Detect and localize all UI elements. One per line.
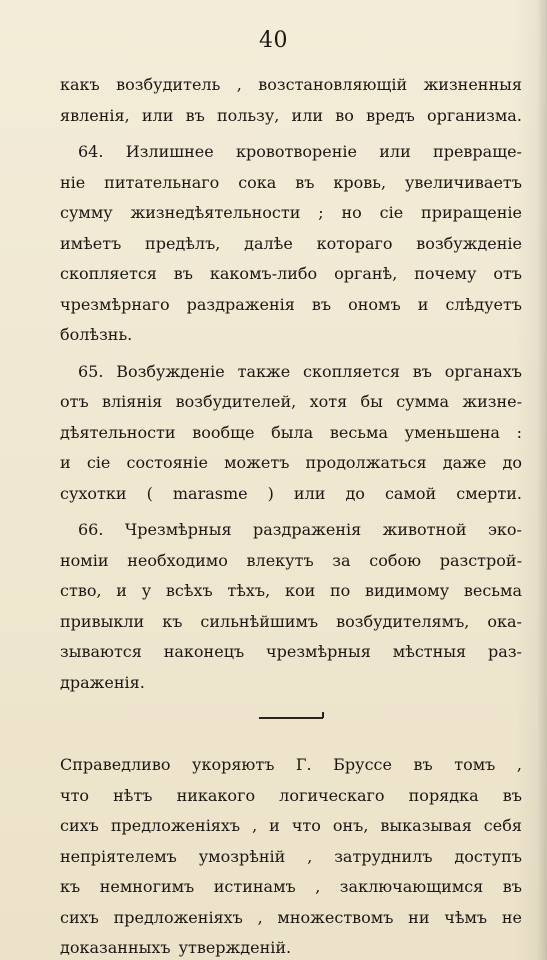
word: жизне- bbox=[462, 392, 522, 411]
page-text bbox=[60, 70, 522, 960]
word: у bbox=[141, 581, 152, 600]
text-line bbox=[60, 387, 522, 418]
word: номіи bbox=[60, 550, 109, 570]
text-line bbox=[60, 637, 522, 668]
page-number: 40 bbox=[259, 28, 288, 53]
text-line bbox=[60, 933, 522, 960]
text-line bbox=[60, 872, 522, 903]
word: сумму bbox=[60, 203, 113, 222]
word: чѣмъ bbox=[444, 907, 488, 927]
word: множествомъ bbox=[277, 907, 394, 927]
word: тѣхъ, bbox=[227, 581, 271, 600]
word: и bbox=[116, 581, 127, 600]
text-line bbox=[60, 101, 522, 132]
word: томъ bbox=[454, 755, 496, 774]
word: организма. bbox=[427, 105, 522, 125]
word: возбудитель bbox=[116, 75, 221, 94]
word: непріятелемъ bbox=[60, 846, 177, 866]
word: Справедливо bbox=[60, 755, 171, 774]
word: по bbox=[329, 581, 351, 600]
word: почему bbox=[414, 264, 477, 283]
section-gap bbox=[60, 738, 522, 750]
word: эко- bbox=[487, 520, 522, 539]
text-line bbox=[60, 418, 522, 449]
word: въ bbox=[295, 172, 315, 192]
word: зываются bbox=[60, 642, 142, 661]
word: 64. bbox=[78, 142, 104, 161]
word: не bbox=[501, 907, 522, 927]
word: хотя bbox=[309, 392, 348, 411]
word: наконецъ bbox=[163, 642, 245, 661]
word: къ bbox=[162, 611, 183, 631]
word: истинамъ bbox=[213, 877, 296, 896]
word: чрезмѣрнаго bbox=[60, 294, 170, 314]
word: какъ bbox=[60, 75, 100, 94]
word: вліянія bbox=[102, 392, 163, 411]
word: : bbox=[516, 422, 522, 442]
word: чрезмѣрныя bbox=[266, 642, 371, 661]
word: немногимъ bbox=[99, 877, 195, 896]
word: сумма bbox=[396, 392, 450, 411]
word: скопляется bbox=[60, 264, 157, 283]
word: 65. bbox=[78, 361, 104, 381]
text-line bbox=[60, 903, 522, 934]
word: онъ, bbox=[332, 816, 369, 835]
word: болѣзнь. bbox=[60, 325, 133, 344]
word: привыкли bbox=[60, 611, 145, 631]
word: отъ bbox=[493, 264, 522, 283]
word: сока bbox=[238, 172, 277, 192]
word: что bbox=[60, 785, 90, 805]
text-line bbox=[60, 229, 522, 260]
divider-rule bbox=[259, 717, 323, 719]
word: ство, bbox=[60, 581, 102, 600]
word: , bbox=[252, 816, 258, 835]
word: въ bbox=[311, 294, 332, 314]
word: вообще bbox=[192, 422, 255, 442]
text-line bbox=[60, 781, 522, 812]
word: , bbox=[516, 755, 522, 774]
word: разстрой- bbox=[439, 550, 522, 570]
word: Излишнее bbox=[125, 142, 214, 161]
paragraph-66-line bbox=[60, 515, 522, 546]
word: порядка bbox=[408, 785, 479, 805]
word: приращеніе bbox=[421, 203, 522, 222]
word: въ bbox=[502, 877, 522, 896]
word: ни bbox=[408, 907, 430, 927]
word: , bbox=[257, 907, 263, 927]
text-line bbox=[60, 198, 522, 229]
word: жизнедѣятельности bbox=[130, 203, 301, 222]
word: всѣхъ bbox=[165, 581, 213, 600]
word: или bbox=[379, 142, 411, 161]
word: предложеніяхъ bbox=[110, 816, 241, 835]
word: ) bbox=[267, 483, 274, 503]
word: или bbox=[141, 105, 174, 125]
text-line bbox=[60, 546, 522, 577]
word: драженія. bbox=[60, 672, 145, 692]
word: утвержденій. bbox=[178, 938, 292, 957]
word: какомъ-либо bbox=[209, 264, 318, 283]
word: влекутъ bbox=[246, 550, 314, 570]
section-divider bbox=[60, 698, 522, 738]
word: весьма bbox=[463, 581, 522, 600]
word: сихъ bbox=[60, 816, 99, 835]
word: никакого bbox=[176, 785, 256, 805]
word: и bbox=[269, 816, 280, 835]
word: даже bbox=[442, 453, 487, 472]
word: за bbox=[332, 550, 351, 570]
word: въ bbox=[185, 105, 205, 125]
word: въ bbox=[412, 361, 432, 381]
text-line bbox=[60, 259, 522, 290]
word: укоряютъ bbox=[192, 755, 275, 774]
word: кровь, bbox=[333, 172, 387, 192]
word: затруднилъ bbox=[334, 846, 433, 866]
word: но bbox=[341, 203, 362, 222]
word: возстановляющій bbox=[258, 75, 408, 94]
word: котораго bbox=[316, 233, 393, 253]
word: до bbox=[502, 453, 522, 472]
word: доказанныхъ bbox=[60, 938, 171, 957]
word: сихъ bbox=[60, 907, 99, 927]
commentary-line bbox=[60, 750, 522, 781]
word: нѣтъ bbox=[113, 785, 153, 805]
word: далѣе bbox=[244, 233, 293, 253]
text-line bbox=[60, 811, 522, 842]
word: видимому bbox=[365, 581, 450, 600]
word: и bbox=[60, 453, 71, 472]
word: marasme bbox=[172, 483, 248, 503]
word: предѣлъ, bbox=[145, 233, 221, 253]
word: возбудителямъ, bbox=[336, 611, 470, 631]
word: слѣдуетъ bbox=[445, 294, 522, 314]
word: также bbox=[237, 361, 291, 381]
word: была bbox=[271, 422, 314, 442]
word: въ bbox=[413, 755, 433, 774]
word: дѣятельности bbox=[60, 422, 176, 442]
word: отъ bbox=[60, 392, 89, 411]
word: ономъ bbox=[348, 294, 401, 314]
text-line bbox=[60, 479, 522, 510]
word: выказывая bbox=[380, 816, 472, 835]
word: къ bbox=[60, 877, 81, 896]
word: превраще- bbox=[433, 142, 522, 161]
word: смерти. bbox=[456, 483, 522, 503]
word: сіе bbox=[86, 453, 111, 472]
word: мѣстныя bbox=[392, 642, 467, 661]
word: доступъ bbox=[454, 846, 522, 866]
word: продолжаться bbox=[305, 453, 427, 472]
word: ; bbox=[318, 203, 324, 222]
word: состояніе bbox=[126, 453, 208, 472]
word: въ bbox=[502, 785, 522, 805]
word: возбудителей, bbox=[175, 392, 297, 411]
word: необходимо bbox=[127, 550, 228, 570]
text-line bbox=[60, 168, 522, 199]
word: или bbox=[293, 483, 326, 503]
text-line bbox=[60, 70, 522, 101]
text-line bbox=[60, 290, 522, 321]
text-line bbox=[60, 842, 522, 873]
word: скопляется bbox=[303, 361, 400, 381]
paragraph-64-line bbox=[60, 137, 522, 168]
word: логическаго bbox=[279, 785, 385, 805]
word: кровотвореніе bbox=[236, 142, 357, 161]
word: и bbox=[417, 294, 429, 314]
word: раздраженія bbox=[253, 520, 362, 539]
word: въ bbox=[173, 264, 193, 283]
word: , bbox=[307, 846, 313, 866]
text-line bbox=[60, 448, 522, 479]
word: раз- bbox=[488, 642, 522, 661]
text-line bbox=[60, 576, 522, 607]
word: органѣ, bbox=[334, 264, 398, 283]
word: весьма bbox=[329, 422, 388, 442]
word: ока- bbox=[487, 611, 522, 631]
word: Возбужденіе bbox=[116, 361, 225, 381]
word: сіе bbox=[379, 203, 404, 222]
word: можетъ bbox=[224, 453, 290, 472]
word: 66. bbox=[78, 520, 104, 539]
word: самой bbox=[384, 483, 437, 503]
word: умозрѣній bbox=[198, 846, 286, 866]
word: явленія, bbox=[60, 105, 130, 125]
word: или bbox=[291, 105, 324, 125]
text-line bbox=[60, 668, 522, 699]
word: жизненныя bbox=[423, 75, 522, 94]
page-edge-shadow bbox=[537, 0, 547, 960]
word: раздраженія bbox=[186, 294, 295, 314]
word: сильнѣйшимъ bbox=[200, 611, 319, 631]
word: бы bbox=[360, 392, 383, 411]
word: заключающимся bbox=[339, 877, 484, 896]
word: Бруссе bbox=[333, 755, 392, 774]
text-line bbox=[60, 320, 522, 351]
word: питательнаго bbox=[104, 172, 220, 192]
word: сухотки bbox=[60, 483, 127, 503]
word: до bbox=[345, 483, 365, 503]
word: ніе bbox=[60, 172, 86, 192]
word: кои bbox=[284, 581, 316, 600]
word: имѣетъ bbox=[60, 233, 122, 253]
word: Г. bbox=[295, 755, 312, 774]
word: что bbox=[291, 816, 321, 835]
text-line bbox=[60, 607, 522, 638]
word: органахъ bbox=[444, 361, 522, 381]
word: уменьшена bbox=[404, 422, 500, 442]
word: возбужденіе bbox=[416, 233, 522, 253]
paragraph-65-line bbox=[60, 357, 522, 388]
word: предложеніяхъ bbox=[113, 907, 243, 927]
word: животной bbox=[382, 520, 467, 539]
word: во bbox=[335, 105, 354, 125]
word: пользу, bbox=[216, 105, 280, 125]
word: , bbox=[315, 877, 321, 896]
word: увеличиваетъ bbox=[404, 172, 522, 192]
word: , bbox=[236, 75, 242, 94]
word: ( bbox=[146, 483, 153, 503]
word: вредъ bbox=[366, 105, 415, 125]
word: Чрезмѣрныя bbox=[124, 520, 232, 539]
word: себя bbox=[483, 816, 522, 835]
word: собою bbox=[369, 550, 422, 570]
